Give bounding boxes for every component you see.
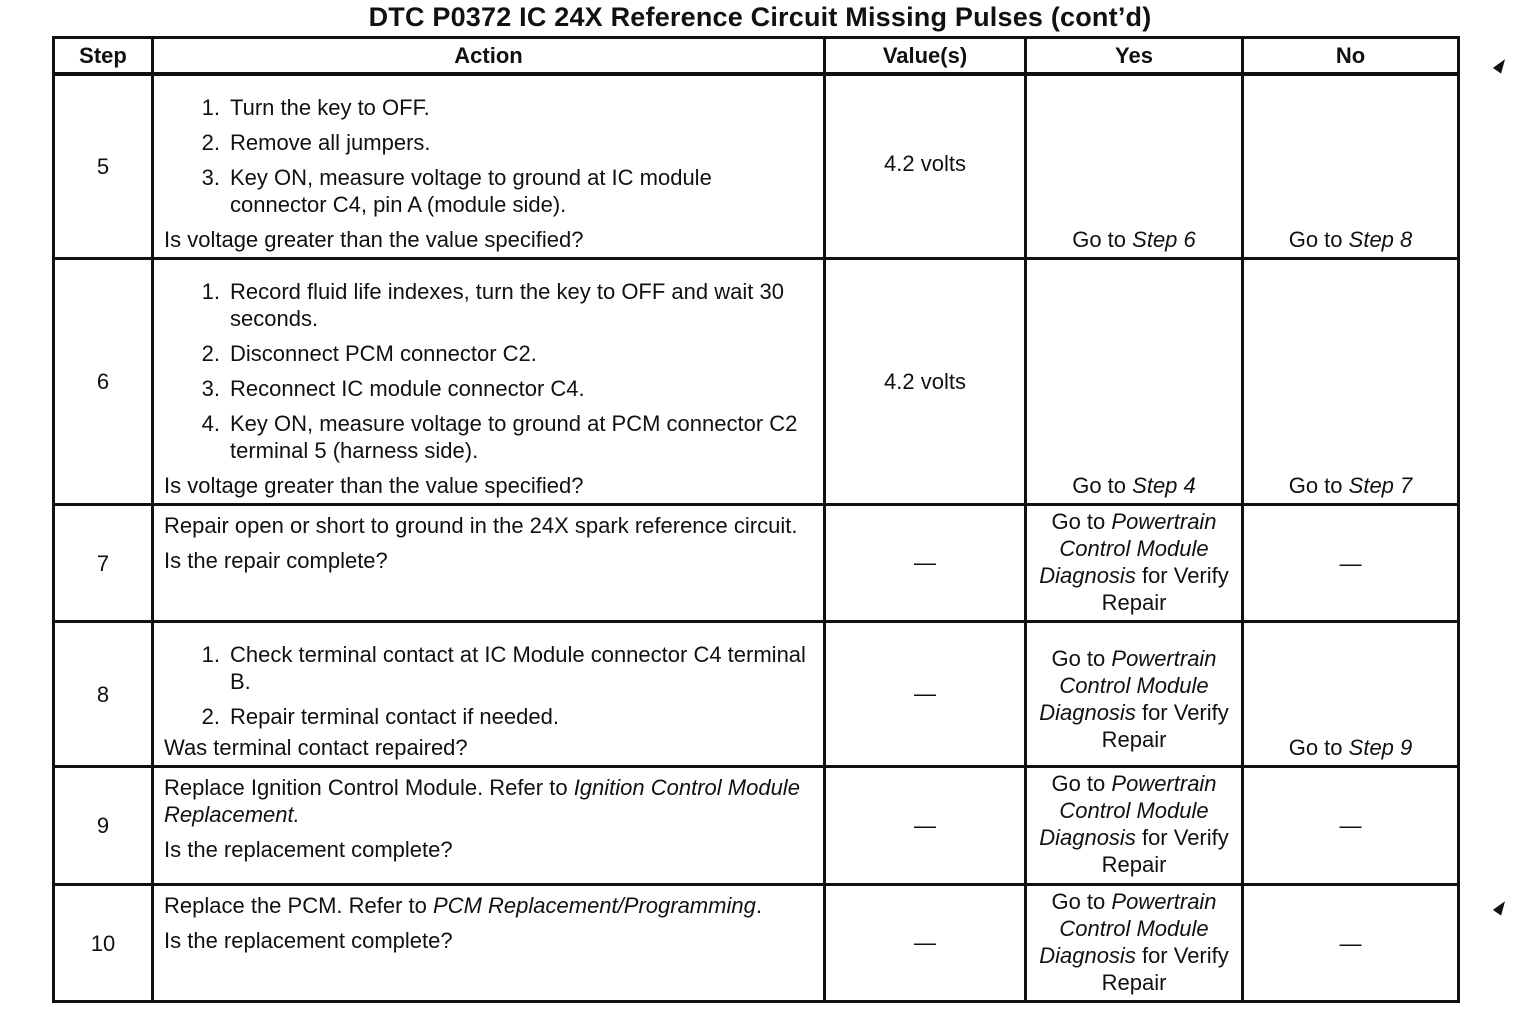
item-text: Key ON, measure voltage to ground at IC module connector C4, pin A (module side).: [230, 165, 712, 217]
item-number: 2.: [201, 130, 220, 155]
no-cell: —: [1243, 885, 1459, 1002]
yes-doc-link[interactable]: Powertrain Control Module Diagnosis: [1039, 509, 1217, 588]
value-cell: —: [825, 622, 1026, 767]
step-number: 7: [54, 505, 153, 622]
item-number: 4.: [201, 411, 220, 436]
value-cell: 4.2 volts: [825, 259, 1026, 505]
item-number: 1.: [201, 279, 220, 304]
table-row: [54, 885, 1459, 1002]
action-list: [164, 94, 813, 218]
item-text: Remove all jumpers.: [230, 130, 431, 155]
item-text: Reconnect IC module connector C4.: [230, 376, 585, 401]
action-question: Was terminal contact repaired?: [164, 735, 468, 760]
value-cell: 4.2 volts: [825, 74, 1026, 259]
list-item: [164, 641, 813, 695]
yes-step-link[interactable]: Step 6: [1132, 227, 1196, 252]
no-step-link[interactable]: Step 7: [1348, 473, 1413, 498]
page-title: DTC P0372 IC 24X Reference Circuit Missing Pulses (cont’d): [368, 2, 1152, 32]
action-question: Is the replacement complete?: [164, 928, 453, 953]
step-number: 8: [54, 622, 153, 767]
item-text: Turn the key to OFF.: [230, 95, 430, 120]
list-item: [164, 410, 813, 464]
action-list: [164, 641, 813, 730]
yes-cell: [1026, 74, 1243, 259]
action-question: Is the repair complete?: [164, 548, 388, 573]
item-text: Record fluid life indexes, turn the key to OFF and wait 30 seconds.: [230, 279, 784, 331]
table-row: [54, 259, 1459, 505]
yes-cell: [1026, 885, 1243, 1002]
action-cell: [153, 885, 825, 1002]
change-bar-mark-top: [1493, 56, 1509, 73]
yes-doc-link[interactable]: Powertrain Control Module Diagnosis: [1039, 889, 1217, 968]
yes-doc-link[interactable]: Powertrain Control Module Diagnosis: [1039, 646, 1217, 725]
no-cell: —: [1243, 767, 1459, 885]
table-row: [54, 767, 1459, 885]
table-row: [54, 622, 1459, 767]
header-values: Value(s): [825, 38, 1026, 75]
goto-prefix: Go to: [1288, 227, 1343, 252]
yes-cell: [1026, 259, 1243, 505]
list-item: [164, 129, 813, 156]
change-bar-mark-bottom: [1493, 898, 1509, 915]
action-doc-link[interactable]: PCM Replacement/Programming: [433, 893, 756, 918]
action-text-plain: Replace the PCM. Refer to: [164, 893, 427, 918]
goto-prefix: Go to: [1072, 227, 1127, 252]
step-number: 10: [54, 885, 153, 1002]
goto-prefix: Go to: [1051, 771, 1106, 796]
action-doc-link[interactable]: Ignition Control Module Replacement.: [164, 775, 800, 827]
header-yes: Yes: [1026, 38, 1243, 75]
action-question: Is voltage greater than the value specified?: [164, 473, 584, 498]
goto-prefix: Go to: [1051, 509, 1106, 534]
yes-cell: [1026, 767, 1243, 885]
action-text: [164, 774, 813, 828]
header-step: Step: [54, 38, 153, 75]
goto-prefix: Go to: [1072, 473, 1127, 498]
no-step-link[interactable]: Step 8: [1348, 227, 1413, 252]
action-cell: [153, 767, 825, 885]
goto-prefix: Go to: [1288, 473, 1343, 498]
no-cell: —: [1243, 505, 1459, 622]
yes-step-link[interactable]: Step 4: [1132, 473, 1196, 498]
goto-suffix: for Verify Repair: [1101, 700, 1229, 752]
goto-suffix: for Verify Repair: [1101, 943, 1229, 995]
action-text-plain: .: [755, 893, 762, 918]
item-number: 2.: [201, 341, 220, 366]
header-action: Action: [153, 38, 825, 75]
action-text: [164, 892, 813, 919]
list-item: [164, 164, 813, 218]
table-header-row: [54, 38, 1459, 75]
step-number: 9: [54, 767, 153, 885]
list-item: [164, 94, 813, 121]
step-number: 6: [54, 259, 153, 505]
action-cell: [153, 74, 825, 259]
action-text-plain: Replace Ignition Control Module. Refer to: [164, 775, 568, 800]
action-question: Is voltage greater than the value specified?: [164, 227, 584, 252]
item-number: 2.: [201, 704, 220, 729]
list-item: [164, 278, 813, 332]
yes-cell: [1026, 505, 1243, 622]
no-cell: [1243, 259, 1459, 505]
action-text: Repair open or short to ground in the 24X spark reference circuit.: [164, 513, 798, 538]
item-number: 3.: [201, 376, 220, 401]
no-cell: [1243, 622, 1459, 767]
item-text: Repair terminal contact if needed.: [230, 704, 559, 729]
goto-suffix: for Verify Repair: [1101, 825, 1229, 877]
list-item: [164, 703, 813, 730]
value-cell: —: [825, 505, 1026, 622]
goto-prefix: Go to: [1288, 735, 1343, 760]
value-cell: —: [825, 767, 1026, 885]
list-item: [164, 340, 813, 367]
yes-doc-link[interactable]: Powertrain Control Module Diagnosis: [1039, 771, 1217, 850]
item-text: Check terminal contact at IC Module connector C4 terminal B.: [230, 642, 806, 694]
item-number: 1.: [201, 95, 220, 120]
value-cell: —: [825, 885, 1026, 1002]
header-no: No: [1243, 38, 1459, 75]
goto-prefix: Go to: [1051, 646, 1106, 671]
action-cell: [153, 259, 825, 505]
table-row: [54, 505, 1459, 622]
item-text: Disconnect PCM connector C2.: [230, 341, 537, 366]
step-number: 5: [54, 74, 153, 259]
action-cell: [153, 622, 825, 767]
goto-suffix: for Verify Repair: [1101, 563, 1229, 615]
action-list: [164, 278, 813, 464]
list-item: [164, 375, 813, 402]
item-text: Key ON, measure voltage to ground at PCM connector C2 terminal 5 (harness side).: [230, 411, 798, 463]
goto-prefix: Go to: [1051, 889, 1106, 914]
no-step-link[interactable]: Step 9: [1348, 735, 1413, 760]
action-question: Is the replacement complete?: [164, 837, 453, 862]
table-row: [54, 74, 1459, 259]
item-number: 1.: [201, 642, 220, 667]
item-number: 3.: [201, 165, 220, 190]
no-cell: [1243, 74, 1459, 259]
action-cell: [153, 505, 825, 622]
yes-cell: [1026, 622, 1243, 767]
diagnostic-table: [52, 36, 1460, 1003]
